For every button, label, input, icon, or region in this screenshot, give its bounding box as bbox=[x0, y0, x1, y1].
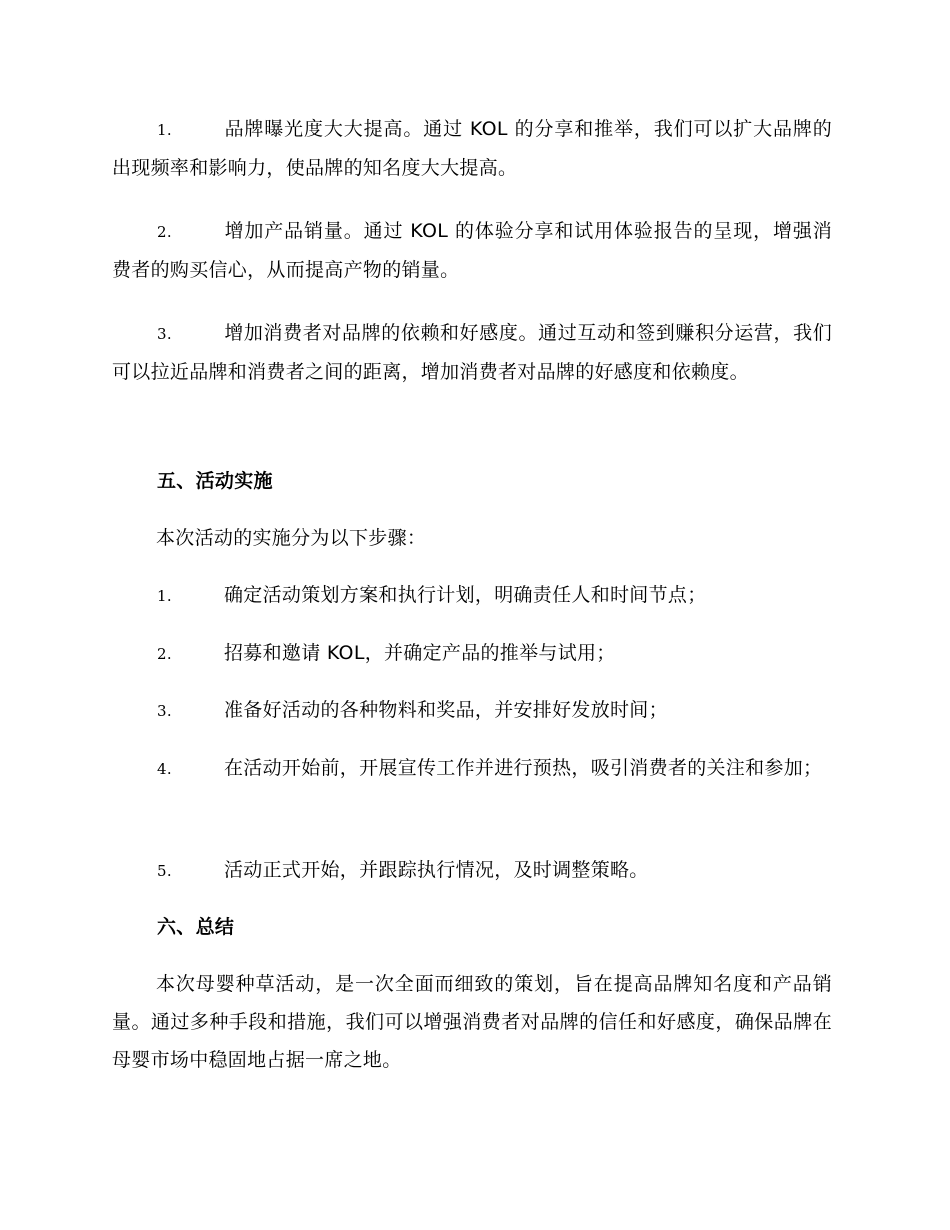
list-text: 确定活动策划方案和执行计划，明确责任人和时间节点； bbox=[224, 584, 707, 606]
list-item bbox=[112, 110, 832, 187]
list-text: 准备好活动的各种物料和奖品，并安排好发放时间； bbox=[224, 699, 668, 721]
list-text: 招募和邀请 KOL，并确定产品的推举与试用； bbox=[224, 642, 616, 664]
list-text: 增加产品销量。通过 KOL 的体验分享和试用体验报告的呈现，增强消费者的购买信心，从而提高产物的销量。 bbox=[112, 220, 832, 281]
list-item bbox=[112, 691, 832, 730]
list-item bbox=[112, 749, 832, 788]
list-text: 在活动开始前，开展宣传工作并进行预热，吸引消费者的关注和参加； bbox=[224, 757, 823, 779]
list-item bbox=[112, 314, 832, 391]
list-text: 增加消费者对品牌的依赖和好感度。通过互动和签到赚积分运营，我们可以拉近品牌和消费者之间的距离，增加消费者对品牌的好感度和依赖度。 bbox=[112, 322, 832, 383]
list-item bbox=[112, 576, 832, 615]
section-heading: 五、活动实施 bbox=[157, 470, 273, 492]
list-number: 4. bbox=[157, 760, 172, 778]
list-number: 3. bbox=[157, 325, 172, 343]
list-item bbox=[112, 212, 832, 289]
list-number: 3. bbox=[157, 702, 172, 720]
list-item bbox=[112, 851, 832, 890]
list-number: 1. bbox=[157, 587, 172, 605]
paragraph: 本次活动的实施分为以下步骤： bbox=[156, 527, 427, 549]
list-number: 1. bbox=[157, 121, 172, 139]
list-text: 品牌曝光度大大提高。通过 KOL 的分享和推举，我们可以扩大品牌的出现频率和影响力，使品牌的知名度大大提高。 bbox=[112, 118, 832, 179]
list-text: 活动正式开始，并跟踪执行情况，及时调整策略。 bbox=[224, 859, 649, 881]
list-number: 2. bbox=[157, 223, 172, 241]
section-heading: 六、总结 bbox=[157, 916, 235, 938]
paragraph: 本次母婴种草活动，是一次全面而细致的策划，旨在提高品牌知名度和产品销量。通过多种手段和措施，我们可以增强消费者对品牌的信任和好感度，确保品牌在母婴市场中稳固地占据一席之地。 bbox=[112, 973, 832, 1071]
list-item bbox=[112, 634, 832, 673]
list-number: 5. bbox=[157, 862, 172, 880]
list-number: 2. bbox=[157, 645, 172, 663]
